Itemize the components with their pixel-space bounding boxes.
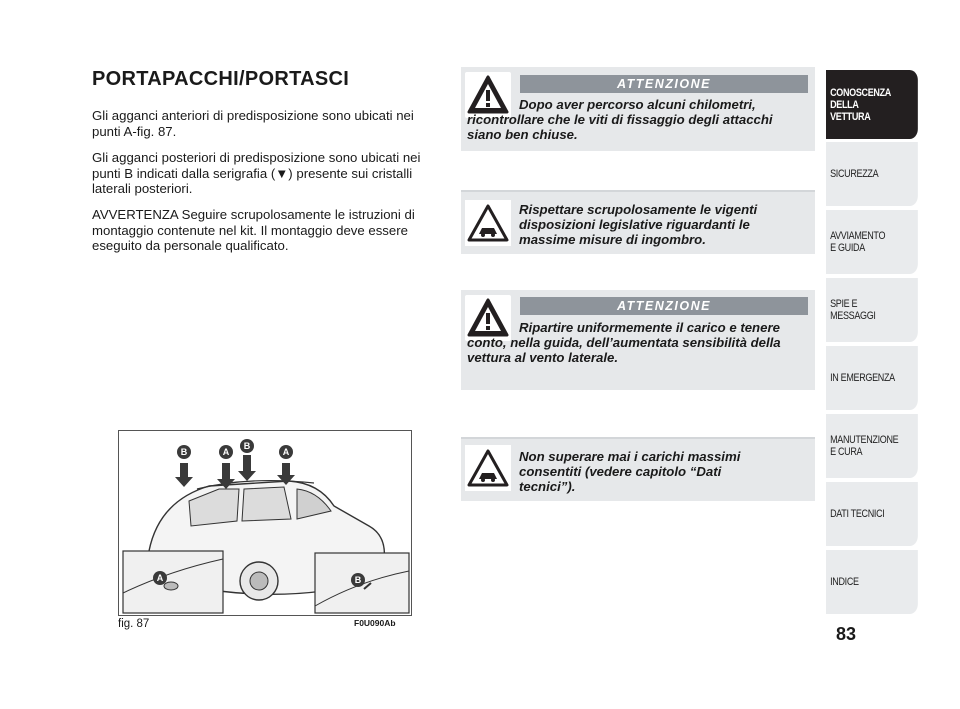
note-panel-2 [461,439,815,501]
note-text-2: Non superare mai i carichi massimi consentiti (vedere capitolo “Dati tecnici”). [519,449,741,495]
tab-dati-tecnici[interactable] [826,482,918,546]
car-road-icon [465,445,511,491]
label-a-1: A [219,445,233,459]
car-road-icon [465,200,511,246]
tab-label: INDICE [830,576,859,588]
tab-label: DATI TECNICI [830,508,885,520]
tab-label: IN EMERGENZA [830,372,895,384]
tab-label: CONOSCENZA DELLA VETTURA [830,86,891,123]
label-b-1: B [177,445,191,459]
paragraph-rear-hooks: Gli agganci posteriori di predisposizione sono ubicati nei punti B indicati dalla serigrafia (▼) presente sui cristalli laterali posteriori. [92,150,421,197]
tab-avviamento-e-guida[interactable] [826,210,918,274]
figure-car-roof [118,430,412,616]
label-a-inset: A [153,571,167,585]
note-panel-1 [461,192,815,254]
warning-panel-2 [461,290,815,390]
warning-text-2: Ripartire uniformemente il carico e tenere conto, nella guida, dell’aumentata sensibilità della vettura al vento laterale. [467,320,781,366]
warning-header-2: ATTENZIONE [520,297,808,315]
figure-caption: fig. 87 [118,618,150,630]
tab-manutenzione-e-cura[interactable] [826,414,918,478]
tab-in-emergenza[interactable] [826,346,918,410]
tab-conoscenza-della-vettura[interactable] [826,70,918,139]
section-title: PORTAPACCHI/PORTASCI [92,68,350,90]
tab-label: SICUREZZA [830,168,879,180]
car-illustration [119,431,411,615]
note-text-1: Rispettare scrupolosamente le vigenti disposizioni legislative riguardanti le massime misure di ingombro. [519,202,758,248]
page-number: 83 [836,624,857,644]
tab-label: AVVIAMENTO E GUIDA [830,230,886,254]
label-a-2: A [279,445,293,459]
warning-panel-1 [461,67,815,151]
tab-spie-e-messaggi[interactable] [826,278,918,342]
warning-text-1: Dopo aver percorso alcuni chilometri, ricontrollare che le viti di fissaggio degli attacchi siano ben chiuse. [467,97,773,143]
tab-label: SPIE E MESSAGGI [830,298,876,322]
paragraph-front-hooks: Gli agganci anteriori di predisposizione sono ubicati nei punti A-fig. 87. [92,108,414,139]
tab-label: MANUTENZIONE E CURA [830,434,899,458]
paragraph-warning-note: AVVERTENZA Seguire scrupolosamente le istruzioni di montaggio contenute nel kit. Il montaggio deve essere eseguito da personale qualificato. [92,207,415,254]
tab-indice[interactable] [826,550,918,614]
label-b-2: B [240,439,254,453]
warning-header-1: ATTENZIONE [520,75,808,93]
label-b-inset: B [351,573,365,587]
figure-code: F0U090Ab [354,618,396,628]
tab-sicurezza[interactable] [826,142,918,206]
